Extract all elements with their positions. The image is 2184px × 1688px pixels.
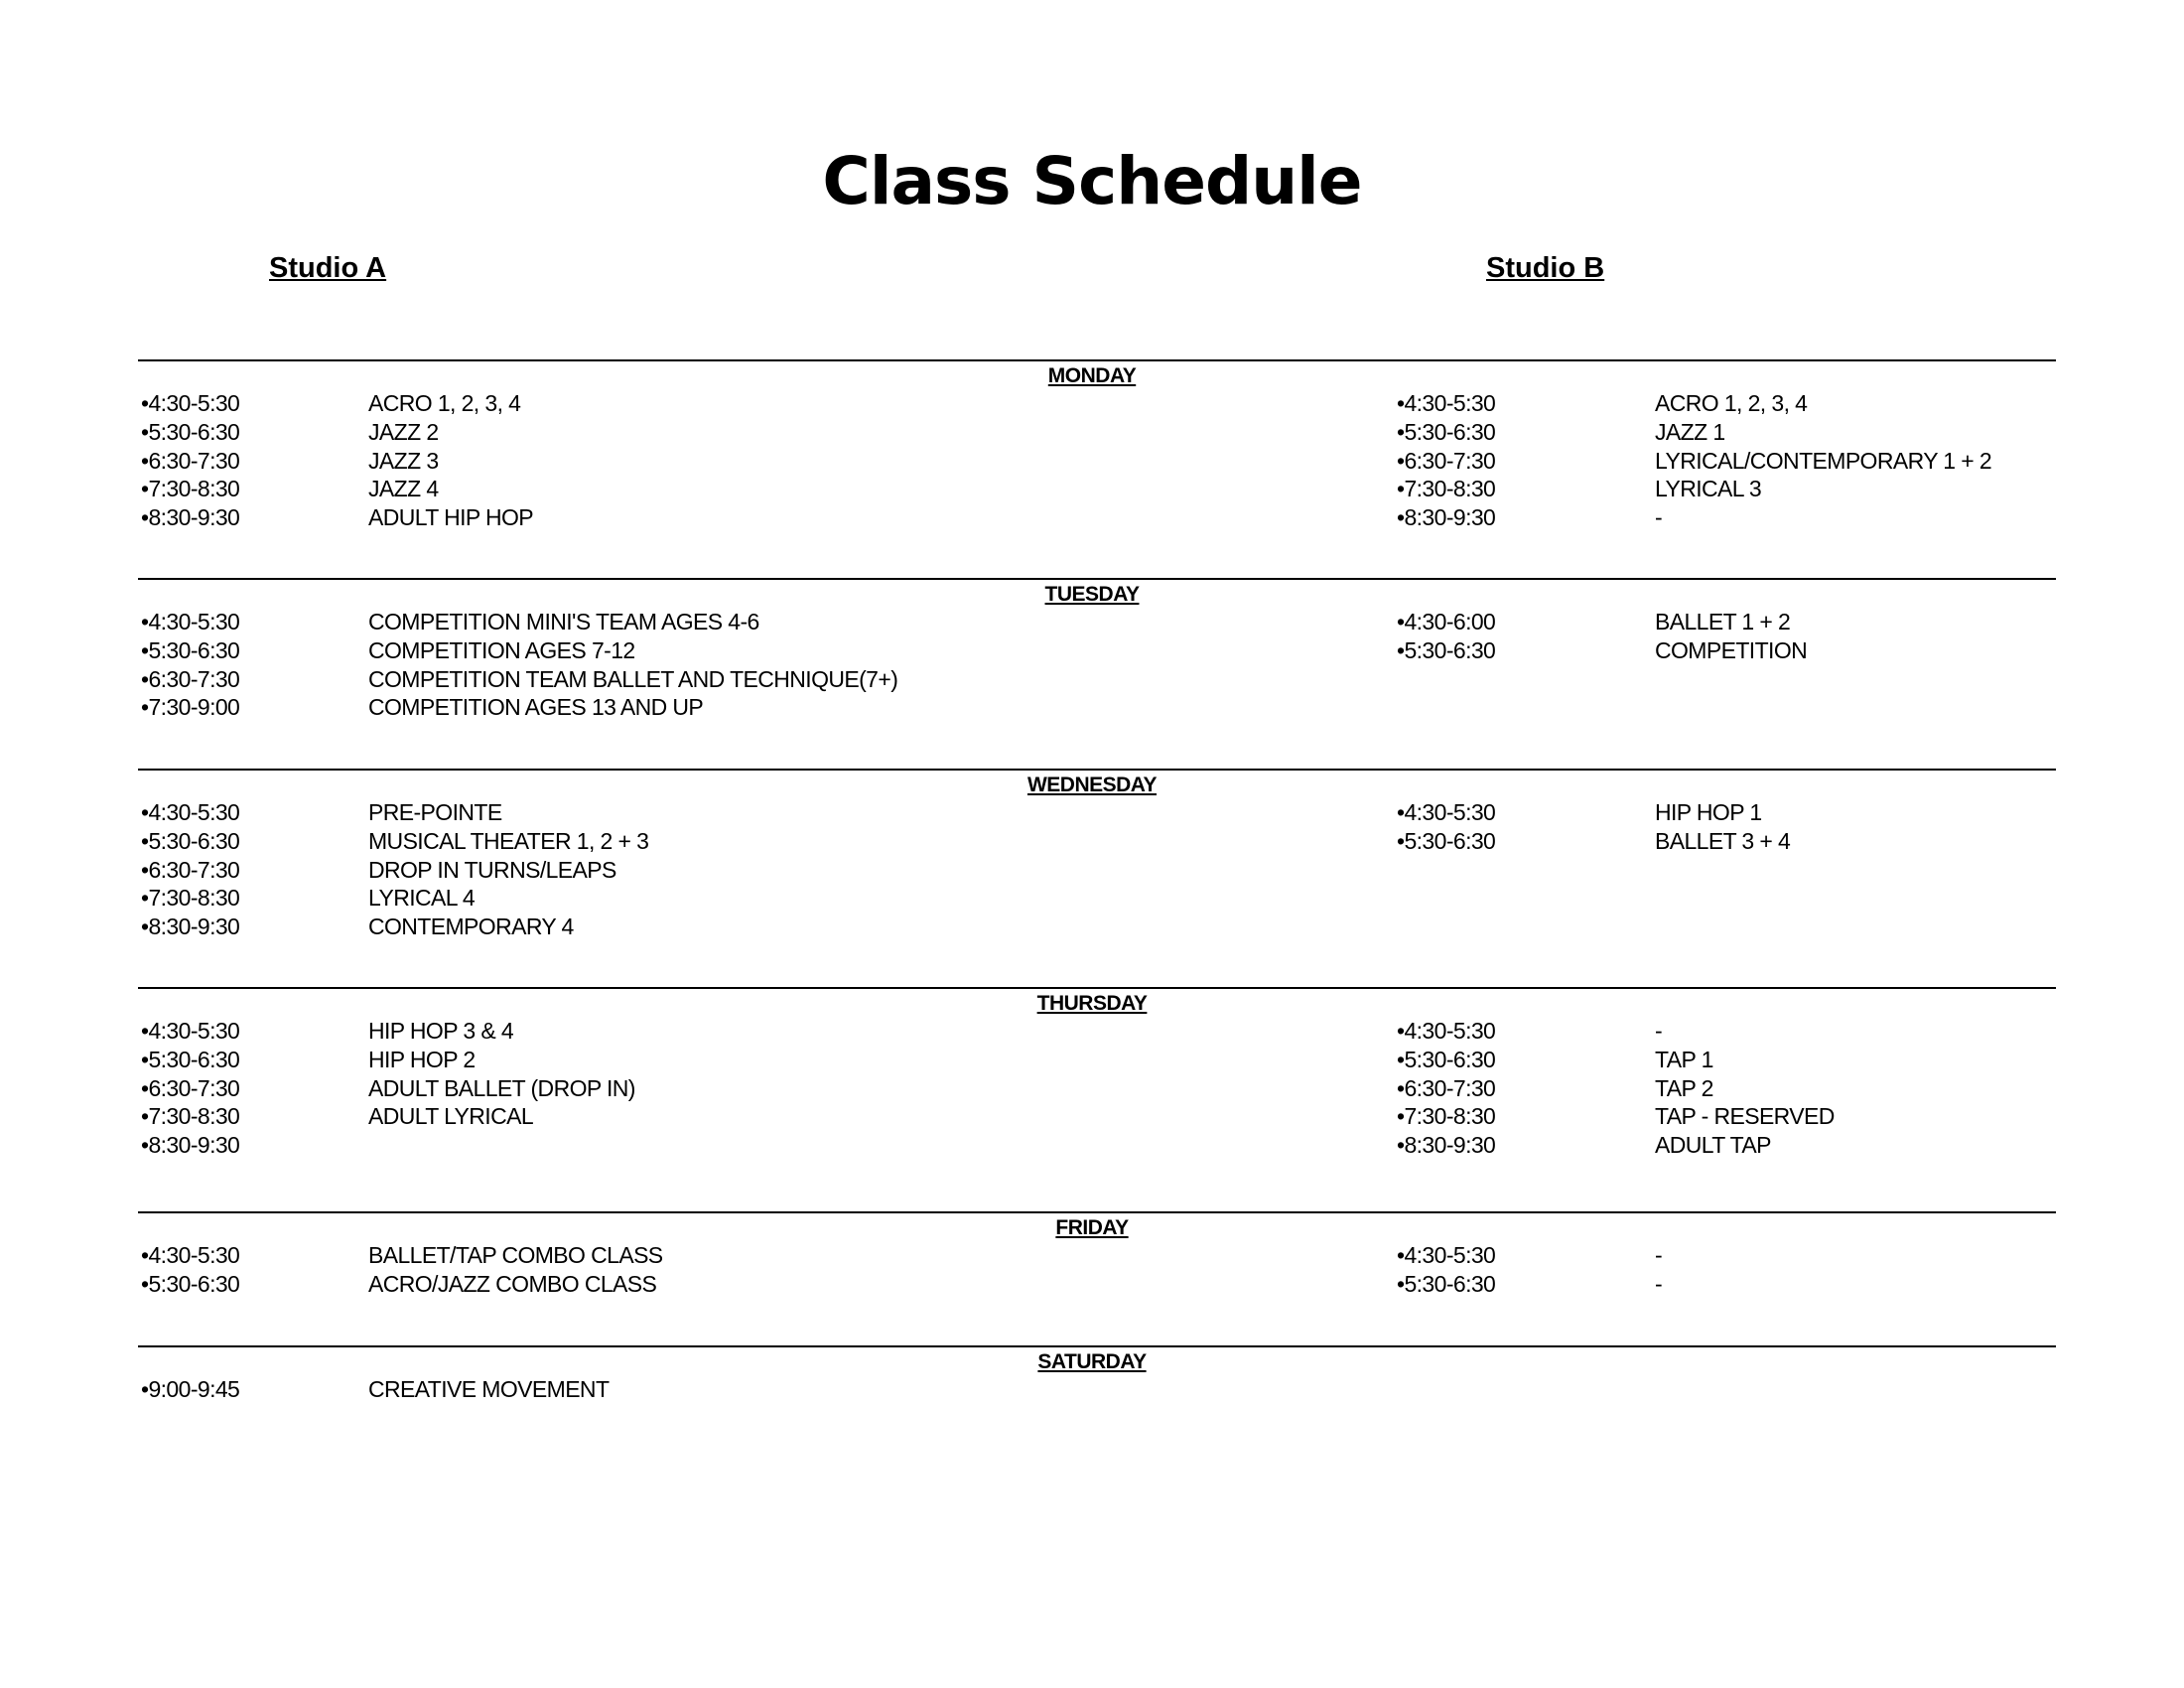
schedule-row (138, 608, 2056, 636)
schedule-row (138, 389, 2056, 418)
studio-a-time: •7:30-8:30 (141, 476, 240, 502)
studio-a-time: •9:00-9:45 (141, 1376, 240, 1402)
schedule-row (138, 1017, 2056, 1046)
studio-b-class: JAZZ 1 (1655, 418, 1725, 445)
day-divider (138, 1211, 2056, 1213)
day-label: TUESDAY (1044, 583, 1140, 606)
studio-a-time: •4:30-5:30 (141, 799, 240, 825)
studio-b-time: •4:30-5:30 (1397, 390, 1496, 416)
day-label: WEDNESDAY (1026, 774, 1158, 796)
day-rows (138, 1375, 2056, 1404)
day-divider (138, 987, 2056, 989)
day-divider (138, 359, 2056, 361)
studio-b-time: •8:30-9:30 (1397, 1132, 1496, 1159)
studio-a-time: •4:30-5:30 (141, 1018, 240, 1044)
studio-b-time: •7:30-8:30 (1397, 476, 1496, 502)
schedule-row (138, 503, 2056, 532)
studio-b-class: BALLET 3 + 4 (1655, 827, 1791, 854)
day-label: FRIDAY (1055, 1216, 1129, 1239)
studio-a-time: •6:30-7:30 (141, 665, 240, 692)
day-rows (138, 389, 2056, 532)
studio-a-time: •6:30-7:30 (141, 856, 240, 883)
schedule-row (138, 1270, 2056, 1299)
studio-a-class: COMPETITION TEAM BALLET AND TECHNIQUE(7+) (368, 665, 898, 692)
studio-a-time: •7:30-8:30 (141, 1103, 240, 1130)
studio-a-class: BALLET/TAP COMBO CLASS (368, 1242, 663, 1268)
day-rows (138, 798, 2056, 941)
schedule-row (138, 636, 2056, 665)
studio-a-time: •4:30-5:30 (141, 609, 240, 634)
day-label: MONDAY (1047, 364, 1137, 387)
day-label: SATURDAY (1037, 1350, 1147, 1373)
studio-a-time: •5:30-6:30 (141, 418, 240, 445)
studio-b-class: COMPETITION (1655, 636, 1808, 663)
studio-b-time: •6:30-7:30 (1397, 447, 1496, 474)
studio-b-time: •7:30-8:30 (1397, 1103, 1496, 1130)
schedule-row (138, 1131, 2056, 1160)
schedule-row (138, 1241, 2056, 1270)
studio-a-class: ACRO/JAZZ COMBO CLASS (368, 1270, 657, 1297)
studio-b-class: LYRICAL/CONTEMPORARY 1 + 2 (1655, 447, 1992, 474)
schedule-row (138, 1074, 2056, 1103)
studio-b-time: •5:30-6:30 (1397, 1270, 1496, 1297)
studio-b-time: •4:30-5:30 (1397, 1018, 1496, 1044)
studio-b-class: ACRO 1, 2, 3, 4 (1655, 390, 1808, 416)
schedule-row (138, 665, 2056, 694)
studio-b-time: •8:30-9:30 (1397, 504, 1496, 531)
studio-b-time: •5:30-6:30 (1397, 1046, 1496, 1072)
studio-a-class: COMPETITION MINI'S TEAM AGES 4-6 (368, 609, 759, 634)
studio-b-class: - (1655, 1270, 1663, 1297)
studio-b-class: - (1655, 1242, 1663, 1268)
studio-b-time: •5:30-6:30 (1397, 827, 1496, 854)
studio-a-class: JAZZ 3 (368, 447, 439, 474)
day-rows (138, 1241, 2056, 1299)
studio-a-class: ADULT BALLET (DROP IN) (368, 1074, 635, 1101)
schedule-row (138, 1375, 2056, 1404)
studio-a-time: •8:30-9:30 (141, 914, 240, 940)
day-divider (138, 769, 2056, 771)
schedule-row (138, 418, 2056, 447)
studio-a-class: JAZZ 4 (368, 476, 439, 502)
studio-b-class: TAP - RESERVED (1655, 1103, 1835, 1130)
studio-a-heading: Studio A (269, 252, 387, 284)
studio-a-time: •5:30-6:30 (141, 1046, 240, 1072)
studio-a-class: ADULT LYRICAL (368, 1103, 534, 1130)
studio-a-class: LYRICAL 4 (368, 885, 476, 912)
schedule-row (138, 827, 2056, 856)
studio-a-time: •6:30-7:30 (141, 1074, 240, 1101)
schedule-row (138, 913, 2056, 941)
studio-b-heading: Studio B (1486, 252, 1605, 284)
studio-a-class: HIP HOP 3 & 4 (368, 1018, 514, 1044)
studio-b-time: •5:30-6:30 (1397, 418, 1496, 445)
studio-b-class: TAP 1 (1655, 1046, 1713, 1072)
studio-a-time: •7:30-8:30 (141, 885, 240, 912)
day-rows (138, 608, 2056, 722)
studio-a-time: •5:30-6:30 (141, 1270, 240, 1297)
studio-a-class: ADULT HIP HOP (368, 504, 534, 531)
studio-b-class: ADULT TAP (1655, 1132, 1771, 1159)
studio-b-time: •4:30-6:00 (1397, 609, 1496, 634)
studio-b-class: TAP 2 (1655, 1074, 1713, 1101)
studio-a-class: PRE-POINTE (368, 799, 502, 825)
studio-a-class: MUSICAL THEATER 1, 2 + 3 (368, 827, 649, 854)
studio-a-time: •5:30-6:30 (141, 636, 240, 663)
studio-a-class: CONTEMPORARY 4 (368, 914, 574, 940)
studio-a-class: COMPETITION AGES 13 AND UP (368, 694, 704, 721)
studio-b-class: - (1655, 1018, 1663, 1044)
schedule-row (138, 798, 2056, 827)
studio-a-time: •8:30-9:30 (141, 504, 240, 531)
day-rows (138, 1017, 2056, 1160)
studio-b-class: HIP HOP 1 (1655, 799, 1762, 825)
studio-a-class: JAZZ 2 (368, 418, 439, 445)
schedule-row (138, 475, 2056, 503)
studio-b-time: •4:30-5:30 (1397, 799, 1496, 825)
day-divider (138, 578, 2056, 580)
studio-a-time: •8:30-9:30 (141, 1132, 240, 1159)
day-label: THURSDAY (1036, 992, 1148, 1015)
studio-a-class: HIP HOP 2 (368, 1046, 476, 1072)
schedule-row (138, 884, 2056, 913)
studio-a-time: •4:30-5:30 (141, 390, 240, 416)
studio-b-class: BALLET 1 + 2 (1655, 609, 1791, 634)
page-title: Class Schedule (822, 143, 1362, 219)
studio-a-time: •4:30-5:30 (141, 1242, 240, 1268)
studio-b-class: LYRICAL 3 (1655, 476, 1762, 502)
studio-b-class: - (1655, 504, 1663, 531)
studio-a-class: COMPETITION AGES 7-12 (368, 636, 635, 663)
schedule-row (138, 693, 2056, 722)
studio-a-time: •5:30-6:30 (141, 827, 240, 854)
studio-a-time: •6:30-7:30 (141, 447, 240, 474)
studio-a-class: DROP IN TURNS/LEAPS (368, 856, 616, 883)
studio-b-time: •5:30-6:30 (1397, 636, 1496, 663)
studio-a-class: CREATIVE MOVEMENT (368, 1376, 610, 1402)
studio-a-class: ACRO 1, 2, 3, 4 (368, 390, 521, 416)
schedule-row (138, 1046, 2056, 1074)
schedule-row (138, 1102, 2056, 1131)
studio-b-time: •6:30-7:30 (1397, 1074, 1496, 1101)
schedule-row (138, 856, 2056, 885)
day-divider (138, 1345, 2056, 1347)
schedule-row (138, 447, 2056, 476)
studio-a-time: •7:30-9:00 (141, 694, 240, 721)
studio-b-time: •4:30-5:30 (1397, 1242, 1496, 1268)
